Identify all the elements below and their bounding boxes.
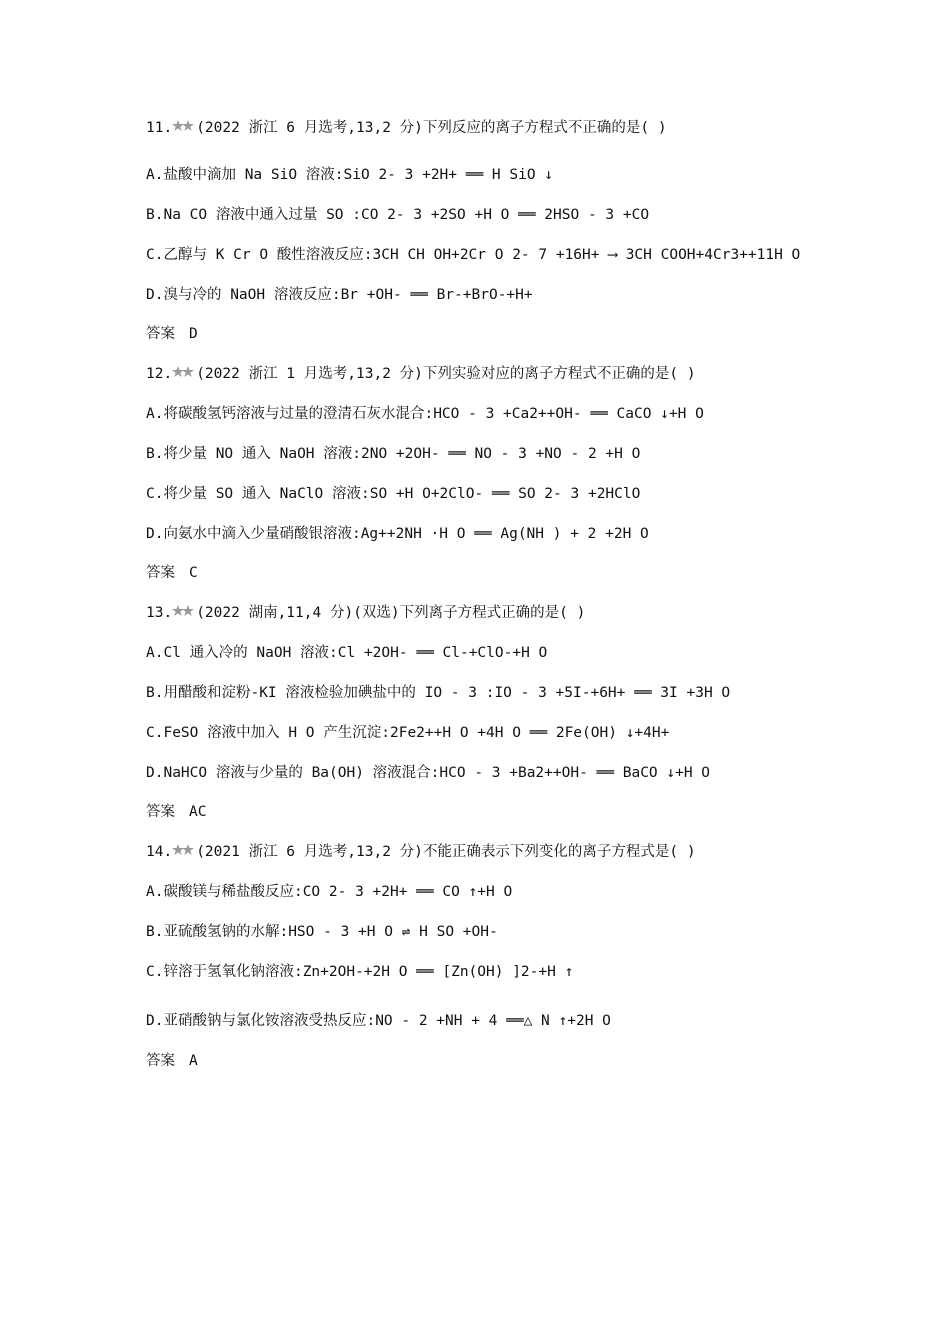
question-12-option-d: D.向氨水中滴入少量硝酸银溶液:Ag++2NH ·H O ══ Ag(NH ) + 2 +2H O (146, 526, 649, 542)
answer-label: 答案 (146, 1053, 175, 1069)
question-13-option-a: A.Cl 通入冷的 NaOH 溶液:Cl +2OH- ══ Cl-+ClO-+H O (146, 645, 548, 661)
question-12-stem: (2022 浙江 1 月选考,13,2 分)下列实验对应的离子方程式不正确的是( ) (196, 366, 696, 382)
question-11-answer (146, 324, 198, 344)
question-13-number: 13. (146, 605, 173, 621)
question-14-option-d: D.亚硝酸钠与氯化铵溶液受热反应:NO - 2 +NH + 4 ══△ N ↑+2H O (146, 1013, 611, 1029)
question-13-option-c: C.FeSO 溶液中加入 H O 产生沉淀:2Fe2++H O +4H O ══ 2Fe(OH) ↓+4H+ (146, 725, 670, 741)
star-icon (172, 603, 194, 623)
question-12-number: 12. (146, 366, 173, 382)
question-14-stem: (2021 浙江 6 月选考,13,2 分)不能正确表示下列变化的离子方程式是( ) (196, 844, 696, 860)
question-12-option-c: C.将少量 SO 通入 NaClO 溶液:SO +H O+2ClO- ══ SO 2- 3 +2HClO (146, 486, 641, 502)
answer-value: D (189, 326, 198, 342)
question-14-stem-line (146, 842, 696, 862)
question-12-answer (146, 563, 198, 583)
answer-label: 答案 (146, 326, 175, 342)
question-14-answer (146, 1051, 198, 1071)
question-12-stem-line (146, 364, 696, 384)
answer-value: A (189, 1053, 198, 1069)
answer-label: 答案 (146, 804, 175, 820)
question-13-stem-line (146, 603, 585, 623)
question-11-option-a: A.盐酸中滴加 Na SiO 溶液:SiO 2- 3 +2H+ ══ H SiO ↓ (146, 167, 554, 183)
question-13-stem: (2022 湖南,11,4 分)(双选)下列离子方程式正确的是( ) (196, 605, 586, 621)
question-14-option-a: A.碳酸镁与稀盐酸反应:CO 2- 3 +2H+ ══ CO ↑+H O (146, 884, 513, 900)
star-icon (172, 364, 194, 384)
question-11-number: 11. (146, 120, 173, 136)
question-13-option-b: B.用醋酸和淀粉-KI 溶液检验加碘盐中的 IO - 3 :IO - 3 +5I-+6H+ ══ 3I +3H O (146, 685, 731, 701)
question-11-option-d: D.溴与冷的 NaOH 溶液反应:Br +OH- ══ Br-+BrO-+H+ (146, 287, 533, 303)
question-11-stem-line (146, 118, 667, 138)
star-icon (172, 842, 194, 862)
answer-label: 答案 (146, 565, 175, 581)
question-13-answer (146, 802, 206, 822)
question-12-option-b: B.将少量 NO 通入 NaOH 溶液:2NO +2OH- ══ NO - 3 +NO - 2 +H O (146, 446, 641, 462)
question-13-option-d: D.NaHCO 溶液与少量的 Ba(OH) 溶液混合:HCO - 3 +Ba2++OH- ══ BaCO ↓+H O (146, 765, 711, 781)
question-12-option-a: A.将碳酸氢钙溶液与过量的澄清石灰水混合:HCO - 3 +Ca2++OH- ══ CaCO ↓+H O (146, 406, 704, 422)
question-11-option-c: C.乙醇与 K Cr O 酸性溶液反应:3CH CH OH+2Cr O 2- 7 +16H+ ⟶ 3CH COOH+4Cr3++11H O (146, 247, 801, 263)
question-14-option-b: B.亚硫酸氢钠的水解:HSO - 3 +H O ⇌ H SO +OH- (146, 924, 498, 940)
answer-value: AC (189, 804, 207, 820)
question-14-option-c: C.锌溶于氢氧化钠溶液:Zn+2OH-+2H O ══ [Zn(OH) ]2-+H ↑ (146, 964, 574, 980)
star-icon (172, 118, 194, 138)
question-11-stem: (2022 浙江 6 月选考,13,2 分)下列反应的离子方程式不正确的是( ) (196, 120, 667, 136)
question-14-number: 14. (146, 844, 173, 860)
question-11-option-b: B.Na CO 溶液中通入过量 SO :CO 2- 3 +2SO +H O ══ 2HSO - 3 +CO (146, 207, 650, 223)
answer-value: C (189, 565, 198, 581)
